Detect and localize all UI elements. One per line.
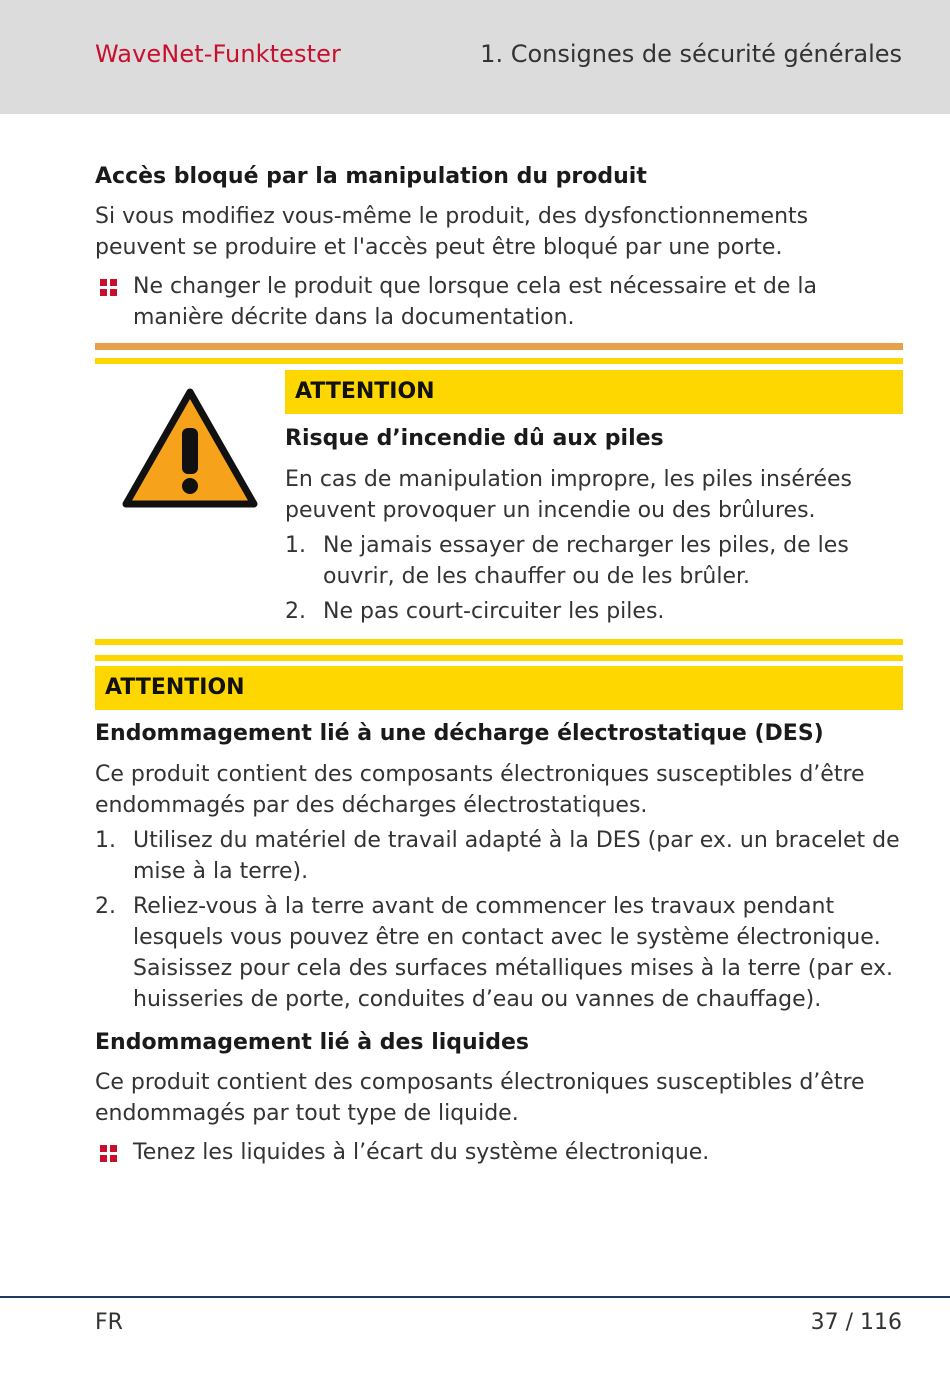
step-text: Ne jamais essayer de recharger les piles, de les ouvrir, de les chauffer ou de les brûler. bbox=[323, 533, 849, 589]
section-title: Accès bloqué par la manipulation du produit bbox=[95, 164, 647, 189]
divider-orange bbox=[95, 343, 903, 350]
bullet-list bbox=[95, 271, 903, 333]
attention-label: ATTENTION bbox=[285, 370, 903, 414]
chapter-title: 1. Consignes de sécurité générales bbox=[480, 40, 902, 68]
list-item bbox=[285, 596, 903, 627]
warning-text: En cas de manipulation impropre, les piles insérées peuvent provoquer un incendie ou des brûlures. bbox=[285, 467, 852, 523]
section-text: Ce produit contient des composants électroniques susceptibles d’être endommagés par tout type de liquide. bbox=[95, 1070, 865, 1126]
warning-esd bbox=[95, 719, 903, 1015]
step-number: 2. bbox=[285, 599, 306, 624]
list-item bbox=[95, 891, 903, 1015]
bullet-text: Ne changer le produit que lorsque cela est nécessaire et de la manière décrite dans la documentation. bbox=[133, 274, 817, 330]
bullet-squares-icon bbox=[100, 279, 118, 297]
warning-title: Risque d’incendie dû aux piles bbox=[285, 426, 664, 451]
section-title: Endommagement lié à des liquides bbox=[95, 1030, 529, 1055]
warning-triangle-icon bbox=[122, 388, 258, 508]
section-text: Si vous modifiez vous-même le produit, des dysfonctionnements peuvent se produire et l'accès peut être bloqué par une porte. bbox=[95, 204, 809, 260]
list-item bbox=[285, 530, 903, 592]
step-number: 2. bbox=[95, 894, 116, 919]
attention-label: ATTENTION bbox=[95, 666, 903, 710]
divider-yellow bbox=[95, 639, 903, 645]
warning-text: Ce produit contient des composants électroniques susceptibles d’être endommagés par des décharges électrostatiques. bbox=[95, 762, 865, 818]
warning-title: Endommagement lié à une décharge électrostatique (DES) bbox=[95, 721, 824, 746]
bullet-text: Tenez les liquides à l’écart du système électronique. bbox=[133, 1140, 710, 1165]
step-text: Reliez-vous à la terre avant de commencer les travaux pendant lesquels vous pouvez être en contact avec le système électronique. Saisissez pour cela des surfaces métalliques mises à la terre (par ex. huisseries de porte, conduites d’eau ou vannes de chauffage). bbox=[133, 894, 893, 1012]
footer-divider bbox=[0, 1296, 950, 1298]
product-name: WaveNet-Funktester bbox=[95, 40, 341, 68]
list-item bbox=[95, 1137, 903, 1168]
step-text: Utilisez du matériel de travail adapté à la DES (par ex. un bracelet de mise à la terre). bbox=[133, 828, 900, 884]
section-access-blocked bbox=[95, 162, 903, 333]
page-number: 37 / 116 bbox=[810, 1310, 902, 1335]
page-header bbox=[0, 0, 950, 114]
divider-yellow bbox=[95, 655, 903, 661]
steps-list bbox=[95, 825, 903, 1015]
warning-battery-fire bbox=[285, 424, 903, 627]
list-item bbox=[95, 825, 903, 887]
divider-yellow bbox=[95, 358, 903, 364]
bullet-squares-icon bbox=[100, 1145, 118, 1163]
step-text: Ne pas court-circuiter les piles. bbox=[323, 599, 665, 624]
step-number: 1. bbox=[95, 828, 116, 853]
steps-list bbox=[285, 530, 903, 627]
list-item bbox=[95, 271, 903, 333]
language-code: FR bbox=[95, 1310, 123, 1335]
section-liquids bbox=[95, 1028, 903, 1168]
step-number: 1. bbox=[285, 533, 306, 558]
bullet-list bbox=[95, 1137, 903, 1168]
